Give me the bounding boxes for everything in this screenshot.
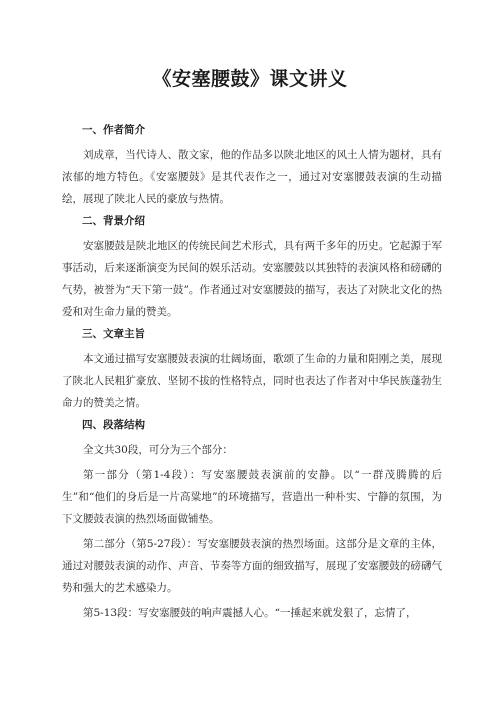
section-structure	[62, 417, 442, 624]
section-theme	[62, 326, 442, 414]
paragraph: 安塞腰鼓是陕北地区的传统民间艺术形式，具有两千多年的历史。它起源于军事活动，后来逐渐演变为民间的娱乐活动。安塞腰鼓以其独特的表演风格和磅礴的气势，被誉为“天下第一鼓”。作者通过对安塞腰鼓的描写，表达了对陕北文化的热爱和对生命力量的赞美。	[62, 240, 442, 318]
paragraph: 本文通过描写安塞腰鼓表演的壮阔场面，歌颂了生命的力量和阳刚之美，展现了陕北人民粗犷豪放、坚韧不拔的性格特点，同时也表达了作者对中华民族蓬勃生命力的赞美之情。	[62, 353, 442, 409]
paragraph: 刘成章，当代诗人、散文家，他的作品多以陕北地区的风土人情为题材，具有浓郁的地方特色。《安塞腰鼓》是其代表作之一，通过对安塞腰鼓表演的生动描绘，展现了陕北人民的豪放与热情。	[62, 149, 442, 205]
section-background	[62, 213, 442, 323]
section-author	[62, 122, 442, 210]
paragraph: 第一部分（第1-4段）：写安塞腰鼓表演前的安静。以“一群茂腾腾的后生”和“他们的身后是一片高粱地”的环境描写，营造出一种朴实、宁静的氛围，为下文腰鼓表演的热烈场面做铺垫。	[62, 469, 442, 525]
section-heading: 四、段落结构	[82, 419, 145, 431]
section-heading: 一、作者简介	[82, 124, 145, 136]
paragraph: 第二部分（第5-27段）：写安塞腰鼓表演的热烈场面。这部分是文章的主体，通过对腰鼓表演的动作、声音、节奏等方面的细致描写，展现了安塞腰鼓的磅礴气势和强大的艺术感染力。	[62, 538, 442, 594]
section-heading: 二、背景介绍	[82, 215, 145, 227]
document-title: 《安塞腰鼓》课文讲义	[152, 68, 348, 90]
section-heading: 三、文章主旨	[82, 328, 145, 340]
paragraph: 全文共30段，可分为三个部分：	[83, 444, 233, 456]
document-body	[62, 122, 442, 627]
paragraph: 第5-13段：写安塞腰鼓的响声震撼人心。“一捶起来就发狠了，忘情了，	[83, 607, 417, 619]
